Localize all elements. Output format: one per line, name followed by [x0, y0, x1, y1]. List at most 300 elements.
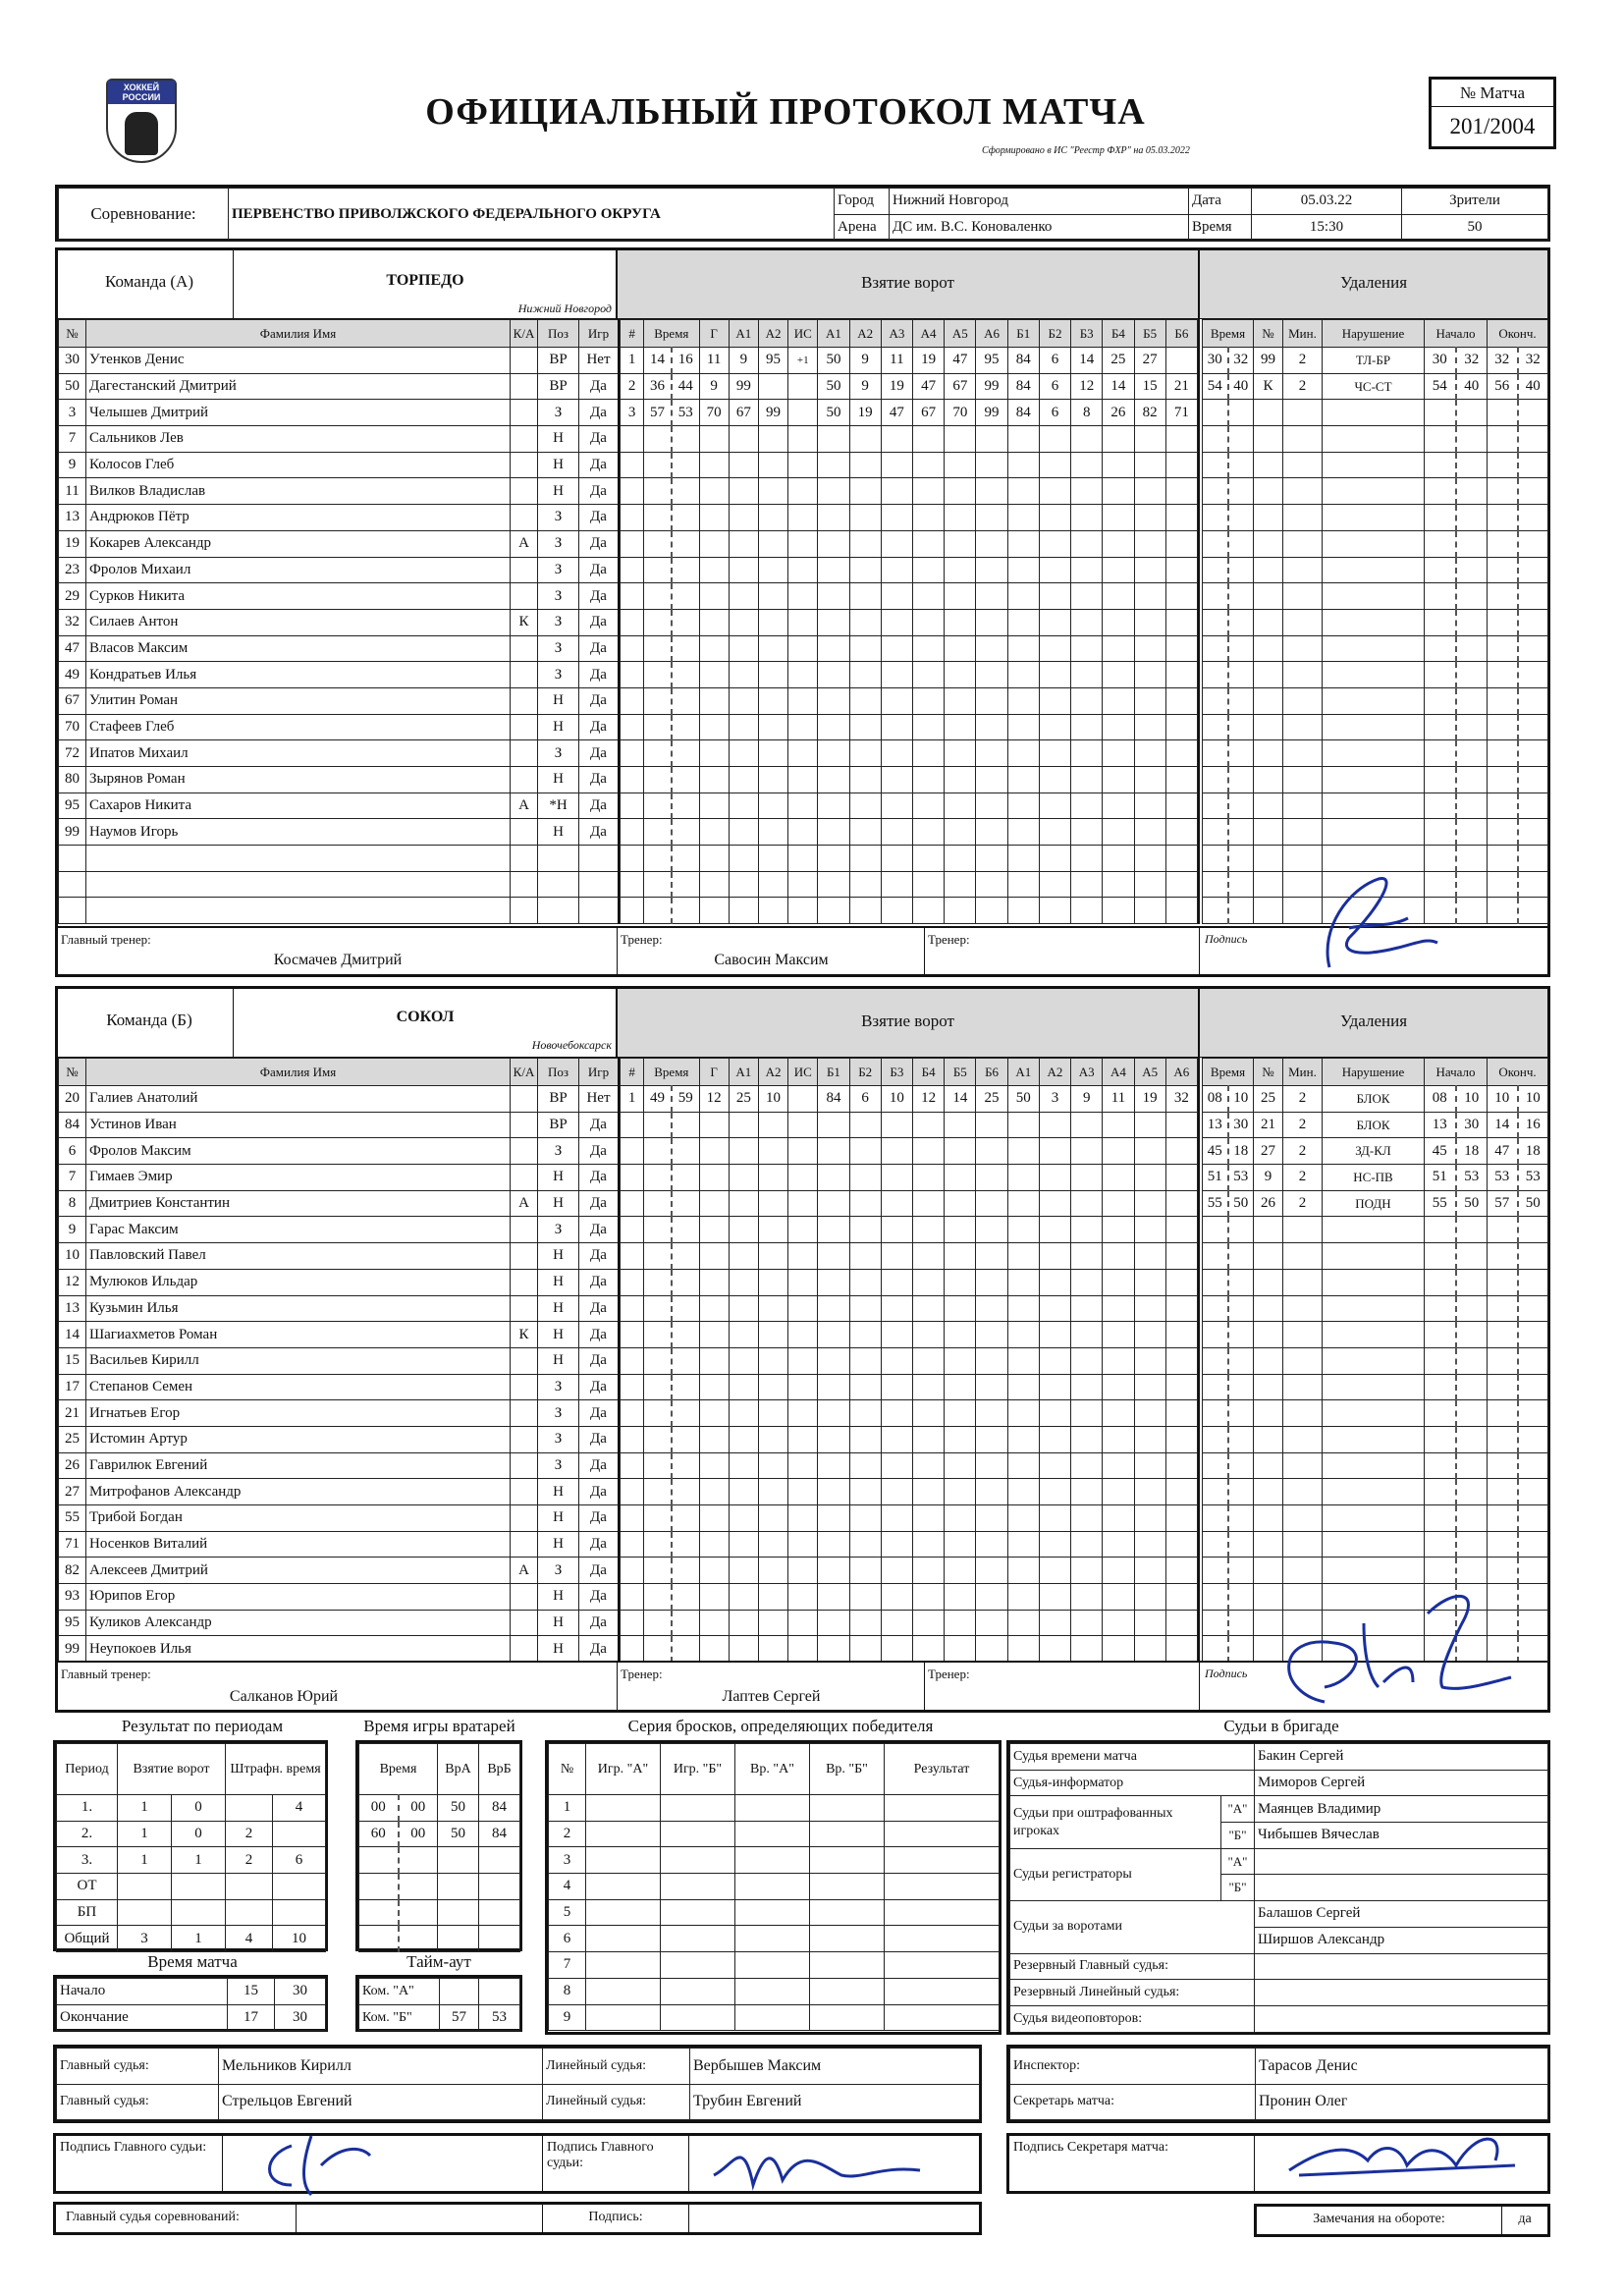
penalty-cell	[1518, 635, 1548, 662]
player-row	[59, 819, 619, 846]
penalty-row	[1203, 505, 1548, 531]
goal-cell	[621, 1347, 644, 1374]
col-pen-start: Начало	[1425, 320, 1488, 348]
shootout-cell	[661, 1847, 735, 1874]
penalty-row	[1203, 1558, 1548, 1584]
goal-cell	[913, 426, 945, 453]
shootout-row	[549, 1821, 1000, 1847]
goal-cell	[1007, 1636, 1039, 1663]
goal-cell	[1103, 1217, 1134, 1243]
goal-cell	[729, 898, 758, 924]
penalty-row	[1203, 557, 1548, 583]
goal-cell	[788, 400, 818, 426]
goal-cell	[621, 871, 644, 898]
player-plays: Да	[579, 1190, 619, 1217]
goal-cell: 99	[758, 400, 787, 426]
goal-cell	[881, 1426, 912, 1452]
goal-cell	[1165, 583, 1197, 610]
col-ka: К/А	[511, 1059, 538, 1086]
period-row	[57, 1821, 326, 1847]
goal-cell	[1071, 426, 1103, 453]
goal-cell	[1165, 1138, 1197, 1165]
goal-cell: 1	[621, 1086, 644, 1113]
penalty-cell	[1228, 1426, 1254, 1452]
goal-cell	[1103, 1295, 1134, 1322]
goal-cell	[672, 635, 699, 662]
goal-cell	[672, 1112, 699, 1138]
goal-cell	[758, 793, 787, 819]
col-goal-is: ИС	[788, 320, 818, 348]
penalty-cell	[1425, 426, 1456, 453]
penalty-cell	[1488, 530, 1518, 557]
penalty-cell	[1425, 1400, 1456, 1427]
goal-cell	[1134, 740, 1165, 767]
goal-cell	[644, 1636, 672, 1663]
penalty-cell	[1283, 819, 1323, 846]
goal-cell	[672, 1400, 699, 1427]
goal-cell	[729, 819, 758, 846]
goal-cell	[1165, 1505, 1197, 1532]
goal-cell	[818, 1269, 849, 1295]
penalty-cell: 32	[1518, 348, 1548, 374]
player-number: 30	[59, 348, 86, 374]
remarks-value: да	[1518, 2212, 1532, 2226]
goal-cell	[1103, 609, 1134, 635]
goal-cell	[818, 1479, 849, 1505]
goalie-cell	[359, 1899, 399, 1926]
goalie-row	[359, 1821, 520, 1847]
goal-cell	[672, 740, 699, 767]
penalty-row	[1203, 1531, 1548, 1558]
shootout-cell	[586, 2004, 661, 2031]
goal-cell	[699, 452, 729, 478]
goal-cell	[913, 1558, 945, 1584]
goal-cell	[1039, 478, 1070, 505]
goal-cell	[913, 1322, 945, 1348]
goal-cell	[976, 1269, 1007, 1295]
shootout-cell: 8	[549, 1978, 586, 2004]
goal-cell: 9	[849, 373, 881, 400]
col-no: №	[59, 1059, 86, 1086]
penalty-row	[1203, 1374, 1548, 1400]
penalty-cell	[1323, 687, 1425, 714]
goal-cell	[1039, 426, 1070, 453]
goalie-cell	[399, 1874, 438, 1900]
goal-cell	[976, 1138, 1007, 1165]
goal-cell	[758, 1400, 787, 1427]
goal-cell	[1134, 1243, 1165, 1270]
goal-cell	[621, 1558, 644, 1584]
goal-cell	[1103, 1190, 1134, 1217]
player-plays: Да	[579, 740, 619, 767]
goal-cell	[976, 819, 1007, 846]
goal-cell	[881, 846, 912, 872]
penalty-cell	[1425, 1347, 1456, 1374]
shootout-cell: 2	[549, 1821, 586, 1847]
timeout-b-sec: 53	[479, 2004, 520, 2031]
goal-cell	[729, 1452, 758, 1479]
goal-cell	[849, 609, 881, 635]
goal-cell	[1071, 740, 1103, 767]
player-plays: Да	[579, 1505, 619, 1532]
shootout-cell	[586, 1847, 661, 1874]
penalty-cell	[1518, 1295, 1548, 1322]
penalty-cell	[1254, 662, 1283, 688]
goal-cell	[849, 871, 881, 898]
goalie-row	[359, 1926, 520, 1952]
player-position: Н	[538, 1322, 579, 1348]
player-captain	[511, 348, 538, 374]
team-b-signature-label: Подпись	[1205, 1667, 1248, 1680]
goal-cell	[849, 1269, 881, 1295]
goal-row	[621, 1558, 1198, 1584]
goal-cell	[1039, 1452, 1070, 1479]
shootout-cell	[810, 1795, 885, 1822]
goal-cell	[1071, 1269, 1103, 1295]
player-number: 3	[59, 400, 86, 426]
goal-cell	[945, 793, 976, 819]
player-row	[59, 1138, 619, 1165]
period-cell	[172, 1874, 226, 1900]
goal-cell	[945, 635, 976, 662]
goal-cell	[1007, 1165, 1039, 1191]
goal-cell	[699, 1584, 729, 1611]
goal-cell	[881, 740, 912, 767]
goalie-cell: 84	[479, 1795, 520, 1822]
goal-cell	[1007, 1610, 1039, 1636]
col-pos: Поз	[538, 1059, 579, 1086]
goalies-table	[355, 1740, 522, 1951]
col-minus-6: Б6	[1165, 320, 1197, 348]
penalty-cell	[1425, 819, 1456, 846]
goal-cell	[621, 819, 644, 846]
goal-cell	[644, 1112, 672, 1138]
penalty-cell	[1283, 1452, 1323, 1479]
goal-cell	[881, 1190, 912, 1217]
player-row	[59, 1374, 619, 1400]
penalty-cell	[1323, 846, 1425, 872]
main-ref-2-label: Главный судья:	[57, 2084, 219, 2120]
player-name: Гаврилюк Евгений	[86, 1452, 511, 1479]
penalty-cell	[1254, 1426, 1283, 1452]
goal-cell	[1134, 1426, 1165, 1452]
main-ref-2-signature	[704, 2126, 930, 2200]
shootout-cell	[810, 1874, 885, 1900]
goal-cell	[699, 1636, 729, 1663]
penalty-cell	[1323, 1347, 1425, 1374]
goal-cell	[729, 426, 758, 453]
player-number: 72	[59, 740, 86, 767]
goal-cell	[1039, 557, 1070, 583]
penalty-row	[1203, 1165, 1548, 1191]
goal-row	[621, 400, 1198, 426]
penalty-cell	[1254, 426, 1283, 453]
period-row	[57, 1847, 326, 1874]
goal-cell: 84	[818, 1086, 849, 1113]
col-period-penalty: Штрафн. время	[226, 1744, 326, 1795]
player-plays: Да	[579, 1610, 619, 1636]
goal-cell	[849, 1505, 881, 1532]
goal-cell	[1165, 898, 1197, 924]
goal-cell	[1007, 478, 1039, 505]
goal-cell	[644, 1479, 672, 1505]
goal-cell: 15	[1134, 373, 1165, 400]
goal-cell	[788, 1269, 818, 1295]
goal-cell	[699, 1243, 729, 1270]
col-pen-end: Оконч.	[1488, 320, 1548, 348]
goal-cell	[788, 662, 818, 688]
goal-cell	[672, 1505, 699, 1532]
goal-cell	[818, 898, 849, 924]
penalty-cell	[1283, 1531, 1323, 1558]
penalty-cell	[1456, 687, 1488, 714]
goal-cell	[945, 426, 976, 453]
penalty-cell	[1456, 426, 1488, 453]
goal-cell	[729, 1165, 758, 1191]
goal-cell	[913, 898, 945, 924]
player-name: Челышев Дмитрий	[86, 400, 511, 426]
goal-cell	[788, 898, 818, 924]
player-row	[59, 505, 619, 531]
penalty-cell	[1456, 478, 1488, 505]
goal-cell: 6	[1039, 373, 1070, 400]
penalty-cell	[1488, 1505, 1518, 1532]
penalty-cell	[1228, 1610, 1254, 1636]
player-row	[59, 1217, 619, 1243]
penalty-cell	[1203, 478, 1228, 505]
penalty-cell	[1203, 1479, 1228, 1505]
goal-cell	[1071, 662, 1103, 688]
goal-cell	[1039, 1479, 1070, 1505]
goal-cell	[1165, 1610, 1197, 1636]
goal-cell: 50	[818, 373, 849, 400]
col-period-goals: Взятие ворот	[118, 1744, 226, 1795]
player-plays: Да	[579, 1558, 619, 1584]
player-captain	[511, 1531, 538, 1558]
goal-cell	[913, 1190, 945, 1217]
goal-cell	[1071, 1295, 1103, 1322]
goal-cell	[1134, 1295, 1165, 1322]
goal-cell	[1007, 1426, 1039, 1452]
penalty-cell	[1323, 557, 1425, 583]
goal-cell	[1165, 1165, 1197, 1191]
goal-cell	[758, 1112, 787, 1138]
goal-cell	[699, 687, 729, 714]
goal-cell	[644, 452, 672, 478]
goal-cell	[881, 1322, 912, 1348]
goal-row	[621, 819, 1198, 846]
penalty-cell	[1254, 1531, 1283, 1558]
goal-row	[621, 662, 1198, 688]
goal-cell	[913, 740, 945, 767]
player-row	[59, 1584, 619, 1611]
hockey-player-icon	[125, 112, 158, 155]
col-minus-2: А2	[1039, 1059, 1070, 1086]
officials-title: Судьи в бригаде	[1223, 1717, 1339, 1735]
goal-cell	[849, 1479, 881, 1505]
penalty-cell: 21	[1254, 1112, 1283, 1138]
goal-cell	[788, 1374, 818, 1400]
player-name: Кондратьев Илья	[86, 662, 511, 688]
penalty-cell: 54	[1203, 373, 1228, 400]
match-number-label: № Матча	[1432, 80, 1553, 107]
player-number: 11	[59, 478, 86, 505]
goal-cell	[788, 740, 818, 767]
penalty-cell: 30	[1425, 348, 1456, 374]
period-cell: 4	[273, 1795, 326, 1822]
goal-cell	[818, 530, 849, 557]
penalty-judge-a: Маянцев Владимир	[1255, 1796, 1548, 1823]
penalty-cell	[1425, 1531, 1456, 1558]
penalty-cell	[1518, 1374, 1548, 1400]
goal-cell	[976, 1217, 1007, 1243]
goal-cell	[788, 1531, 818, 1558]
goal-cell	[818, 662, 849, 688]
goal-cell	[945, 1112, 976, 1138]
player-captain	[511, 1374, 538, 1400]
player-plays: Да	[579, 505, 619, 531]
player-position: Н	[538, 687, 579, 714]
goalie-row	[359, 1874, 520, 1900]
goal-cell	[913, 478, 945, 505]
player-number: 13	[59, 1295, 86, 1322]
penalty-cell	[1518, 793, 1548, 819]
penalty-cell: 47	[1488, 1138, 1518, 1165]
goalie-cell	[479, 1899, 520, 1926]
goal-cell	[976, 1452, 1007, 1479]
player-plays: Да	[579, 452, 619, 478]
time-label: Время	[1189, 214, 1252, 241]
goal-cell	[945, 1190, 976, 1217]
goal-cell	[913, 1243, 945, 1270]
team-b-head-coach: Салканов Юрий	[229, 1688, 339, 1705]
goal-judge-1: Балашов Сергей	[1255, 1901, 1548, 1928]
team-a-goals-heading: Взятие ворот	[861, 273, 954, 292]
player-number: 70	[59, 714, 86, 740]
goal-cell	[1134, 1138, 1165, 1165]
goal-cell	[945, 1138, 976, 1165]
goal-cell	[758, 1505, 787, 1532]
col-goal-no: #	[621, 320, 644, 348]
team-a-city: Нижний Новгород	[517, 301, 612, 315]
goal-cell	[758, 557, 787, 583]
player-row	[59, 1347, 619, 1374]
goal-cell	[788, 846, 818, 872]
goal-cell	[729, 1479, 758, 1505]
goal-cell	[1103, 1505, 1134, 1532]
goal-cell	[818, 687, 849, 714]
player-row	[59, 1452, 619, 1479]
penalty-row	[1203, 1217, 1548, 1243]
goal-cell	[1039, 530, 1070, 557]
penalty-cell: 32	[1456, 348, 1488, 374]
penalty-cell	[1254, 714, 1283, 740]
player-name: Наумов Игорь	[86, 819, 511, 846]
periods-title: Результат по периодам	[121, 1717, 284, 1735]
penalty-cell: ПОДН	[1323, 1190, 1425, 1217]
goal-cell	[1165, 1190, 1197, 1217]
col-minus-3: Б3	[1071, 320, 1103, 348]
player-name: Васильев Кирилл	[86, 1347, 511, 1374]
goal-cell	[758, 452, 787, 478]
player-row	[59, 793, 619, 819]
goal-cell	[621, 478, 644, 505]
goal-cell	[644, 505, 672, 531]
penalty-cell	[1323, 1374, 1425, 1400]
goal-cell	[913, 767, 945, 793]
goal-cell	[1134, 898, 1165, 924]
match-end-min: 30	[275, 2004, 326, 2031]
goal-cell	[699, 714, 729, 740]
goal-cell	[945, 1505, 976, 1532]
penalty-cell	[1456, 767, 1488, 793]
goal-cell	[818, 426, 849, 453]
shootout-cell	[586, 1926, 661, 1952]
penalty-row	[1203, 1269, 1548, 1295]
penalty-cell: 2	[1283, 373, 1323, 400]
player-number: 29	[59, 583, 86, 610]
goal-cell	[1103, 1452, 1134, 1479]
penalty-cell: 9	[1254, 1165, 1283, 1191]
goal-cell	[699, 1269, 729, 1295]
goal-row	[621, 348, 1198, 374]
penalty-cell	[1488, 478, 1518, 505]
player-number: 80	[59, 767, 86, 793]
goal-cell	[849, 662, 881, 688]
penalty-cell	[1425, 1426, 1456, 1452]
player-position: Н	[538, 452, 579, 478]
goal-cell	[881, 1558, 912, 1584]
player-captain	[511, 583, 538, 610]
goal-cell	[976, 740, 1007, 767]
penalty-cell: 2	[1283, 348, 1323, 374]
penalty-cell: 53	[1518, 1165, 1548, 1191]
player-captain	[511, 1610, 538, 1636]
team-b-coach2-label: Тренер:	[928, 1667, 970, 1681]
goal-cell	[913, 1112, 945, 1138]
goal-cell	[1071, 1531, 1103, 1558]
goal-cell	[913, 1531, 945, 1558]
goal-cell	[849, 505, 881, 531]
shootout-cell: 6	[549, 1926, 586, 1952]
penalty-cell	[1228, 583, 1254, 610]
goal-cell	[1071, 1505, 1103, 1532]
goal-cell	[818, 1452, 849, 1479]
penalty-cell	[1323, 662, 1425, 688]
shootout-row	[549, 1899, 1000, 1926]
penalty-cell	[1228, 793, 1254, 819]
penalty-cell	[1323, 1531, 1425, 1558]
goalie-cell	[399, 1847, 438, 1874]
player-position: Н	[538, 478, 579, 505]
col-pen-time: Время	[1203, 320, 1254, 348]
penalty-cell	[1228, 426, 1254, 453]
shootout-cell	[735, 2004, 810, 2031]
goal-cell	[729, 687, 758, 714]
goal-cell	[699, 635, 729, 662]
goal-cell	[1103, 1269, 1134, 1295]
goal-cell	[1007, 426, 1039, 453]
penalty-cell	[1425, 687, 1456, 714]
goal-cell	[913, 662, 945, 688]
player-position: ВР	[538, 1086, 579, 1113]
goal-cell	[1039, 1165, 1070, 1191]
period-cell: 1	[118, 1847, 172, 1874]
goal-cell	[1071, 557, 1103, 583]
penalty-cell	[1488, 1531, 1518, 1558]
goal-cell	[1071, 1112, 1103, 1138]
goal-cell	[818, 1138, 849, 1165]
